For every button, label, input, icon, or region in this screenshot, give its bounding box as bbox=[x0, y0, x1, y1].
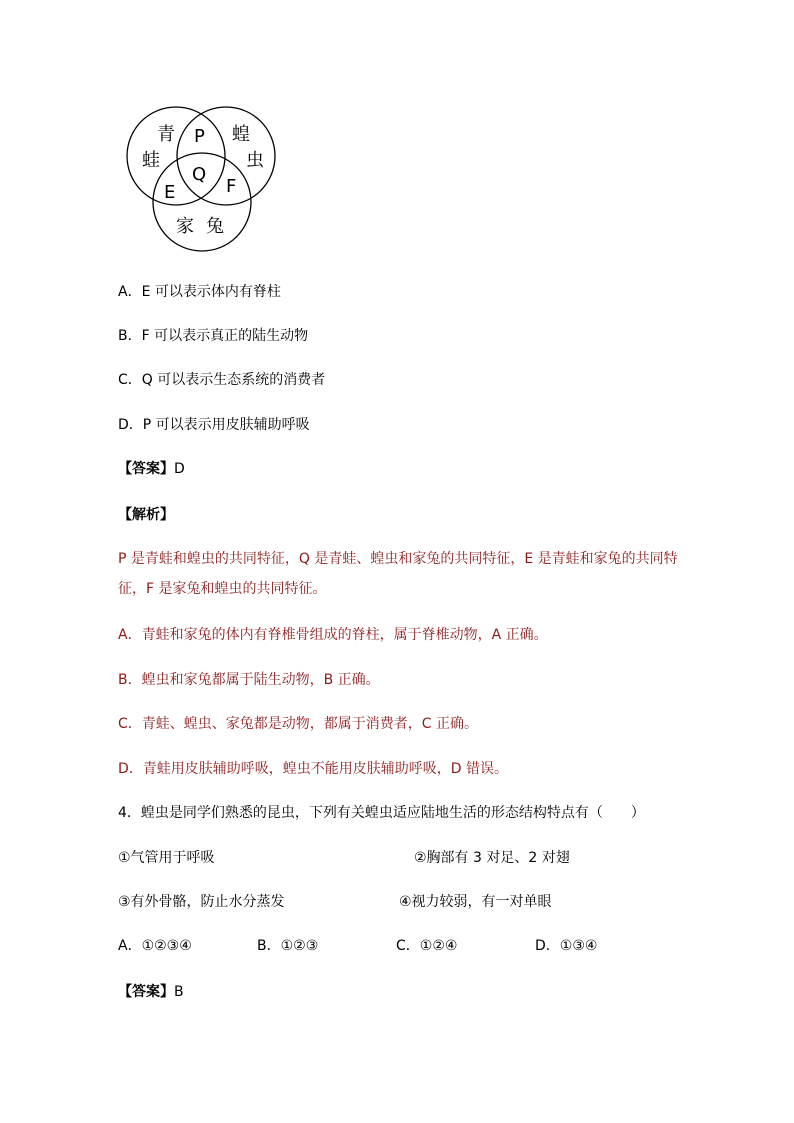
venn-label-tu: 兔 bbox=[206, 216, 224, 237]
answer-value: D bbox=[174, 461, 185, 477]
q4-choice-b: B．①②③ bbox=[257, 938, 319, 954]
venn-label-q: Q bbox=[192, 164, 207, 185]
q4-item-2: ②胸部有 3 对足、2 对翅 bbox=[414, 850, 570, 866]
venn-label-chong: 虫 bbox=[246, 150, 264, 171]
venn-diagram bbox=[122, 104, 282, 256]
venn-label-jia: 家 bbox=[176, 216, 194, 237]
q4-choice-d: D．①③④ bbox=[535, 938, 598, 954]
q4-item-4: ④视力较弱，有一对单眼 bbox=[399, 894, 552, 910]
analysis-line-2: 征，F 是家兔和蝗虫的共同特征。 bbox=[118, 581, 327, 597]
analysis-option-b: B．蝗虫和家兔都属于陆生动物，B 正确。 bbox=[118, 672, 380, 688]
venn-label-qing: 青 bbox=[157, 124, 175, 145]
option-a: A．E 可以表示体内有脊柱 bbox=[118, 284, 281, 300]
analysis-line-1: P 是青蛙和蝗虫的共同特征，Q 是青蛙、蝗虫和家兔的共同特征，E 是青蛙和家兔的共同特 bbox=[118, 551, 678, 567]
option-b: B．F 可以表示真正的陆生动物 bbox=[118, 328, 309, 344]
q4-choice-c: C．①②④ bbox=[396, 938, 458, 954]
analysis-label: 【解析】 bbox=[118, 507, 174, 523]
q4-item-3: ③有外骨骼，防止水分蒸发 bbox=[118, 894, 285, 910]
question-4-stem: 4．蝗虫是同学们熟悉的昆虫，下列有关蝗虫适应陆地生活的形态结构特点有（ ） bbox=[118, 805, 645, 821]
q4-item-1: ①气管用于呼吸 bbox=[118, 850, 215, 866]
q4-answer-label: 【答案】 bbox=[118, 984, 174, 1000]
venn-label-f: F bbox=[226, 176, 237, 197]
venn-label-wa: 蛙 bbox=[142, 150, 160, 171]
analysis-option-c: C．青蛙、蝗虫、家兔都是动物，都属于消费者，C 正确。 bbox=[118, 716, 478, 732]
venn-label-e: E bbox=[164, 182, 176, 203]
option-d: D．P 可以表示用皮肤辅助呼吸 bbox=[118, 417, 310, 433]
venn-label-p: P bbox=[194, 126, 205, 147]
analysis-option-d: D．青蛙用皮肤辅助呼吸，蝗虫不能用皮肤辅助呼吸，D 错误。 bbox=[118, 761, 509, 777]
q4-answer-value: B bbox=[174, 984, 184, 1000]
answer-label: 【答案】 bbox=[118, 461, 174, 477]
q4-choice-a: A．①②③④ bbox=[118, 938, 192, 954]
answer-line bbox=[118, 460, 185, 478]
analysis-option-a: A．青蛙和家兔的体内有脊椎骨组成的脊柱，属于脊椎动物，A 正确。 bbox=[118, 627, 548, 643]
q4-answer-line bbox=[118, 983, 184, 1001]
option-c: C．Q 可以表示生态系统的消费者 bbox=[118, 372, 326, 388]
venn-label-huang: 蝗 bbox=[232, 124, 250, 145]
